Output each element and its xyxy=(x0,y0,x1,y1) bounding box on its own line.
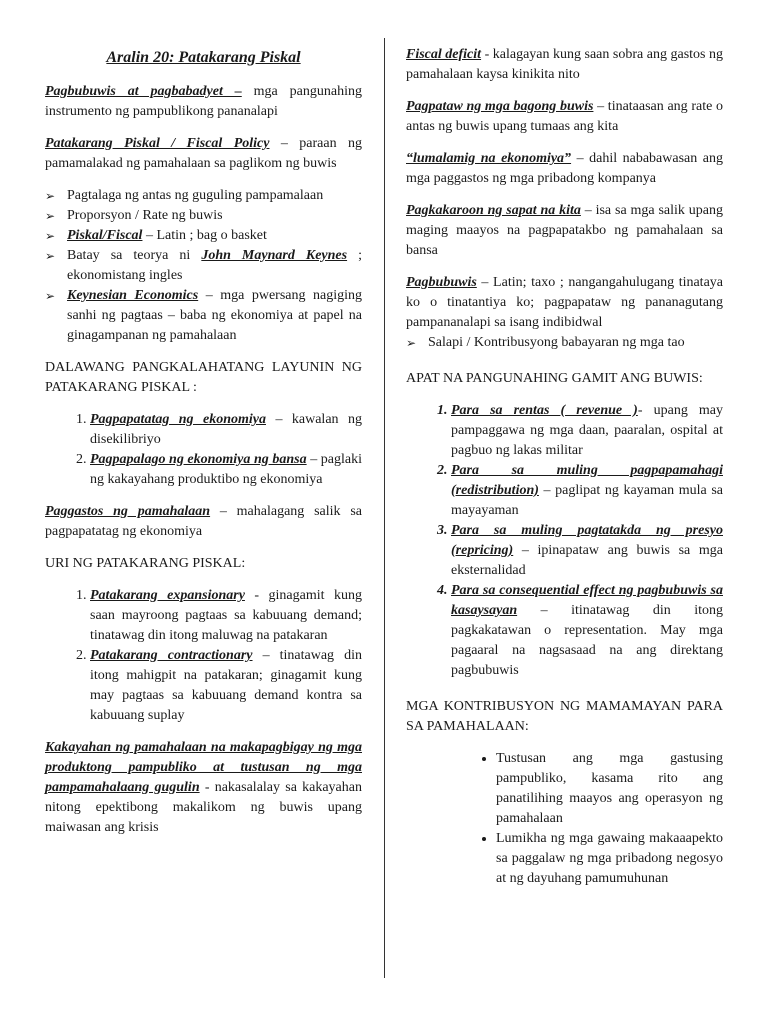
definition-text: mga pangunahing instrumento ng pampublikong pananalapi xyxy=(45,84,362,119)
definition-text: – dahil nababawasan ang mga paggastos ng mga pribadong kompanya xyxy=(406,151,723,186)
item-text: Salapi / Kontribusyong babayaran ng mga tao xyxy=(428,335,685,350)
term: Para sa muling pagtatakda ng presyo (repricing) xyxy=(451,523,723,558)
term: Kakayahan ng pamahalaan na makapagbigay ng mga produktong pampubliko at tustusan ng mga pampamahalaang gugulin xyxy=(45,740,362,795)
item-text: – paglipat ng kayaman mula sa mayayaman xyxy=(451,483,723,518)
term: John Maynard Keynes xyxy=(201,248,348,263)
definition-fiscal-policy xyxy=(45,134,362,174)
gamit-list xyxy=(406,401,723,681)
kontribusyon-list xyxy=(406,749,723,889)
list-item xyxy=(451,521,723,581)
list-item xyxy=(45,286,362,346)
item-text: ; ekonomistang ingles xyxy=(67,248,363,283)
item-text: – paglaki ng kakayahang produktibo ng ekonomiya xyxy=(90,452,362,487)
term: “lumalamig na ekonomiya” xyxy=(406,151,572,166)
item-text: – itinatawag din itong pagkakatawan o representation. May mga pagaaral na nagsasaad na ang direktang pagbubuwis xyxy=(451,603,723,678)
definition-text: – Latin; taxo ; nangangahulugang tinataya ko o tinatantiya ko; pagpapataw ng pananagutang pampananalapi sa isang indibidwal xyxy=(406,275,723,330)
arrow-bullet-icon: ➢ xyxy=(45,249,56,263)
list-item xyxy=(90,410,362,450)
definition-fiscal-deficit xyxy=(406,45,723,85)
term: Para sa muling pagpapamahagi (redistribution) xyxy=(451,463,723,498)
term: Patakarang expansionary xyxy=(90,588,245,603)
arrow-list xyxy=(45,186,362,346)
item-text: – ipinapataw ang buwis sa mga eksternalidad xyxy=(451,543,723,578)
column-divider xyxy=(384,38,385,978)
item-text: Proporsyon / Rate ng buwis xyxy=(67,208,223,223)
definition-text: - nakasalalay sa kakayahan nitong epektibong makalikom ng buwis upang maiwasan ang krisis xyxy=(45,780,362,835)
section-heading-gamit: APAT NA PANGUNAHING GAMIT ANG BUWIS: xyxy=(406,371,703,386)
arrow-bullet-icon: ➢ xyxy=(45,189,56,203)
list-item xyxy=(451,581,723,681)
definition-kakayahan xyxy=(45,738,362,838)
term: Pagpapalago ng ekonomiya ng bansa xyxy=(90,452,307,467)
list-item xyxy=(90,586,362,646)
list-item: • Lumikha ng mga gawaing makaaapekto sa paggalaw ng mga pribadong negosyo at ng dayuhang pamumuhunan xyxy=(496,829,723,889)
list-item xyxy=(451,401,723,461)
term: Pagkakaroon ng sapat na kita xyxy=(406,203,581,218)
term: Keynesian Economics xyxy=(67,288,199,303)
left-column xyxy=(45,44,362,850)
term: Patakarang contractionary xyxy=(90,648,253,663)
term: Fiscal deficit xyxy=(406,47,482,62)
page-title: Aralin 20: Patakarang Piskal xyxy=(106,49,301,66)
term: Para sa consequential effect ng pagbubuwis sa kasaysayan xyxy=(451,583,723,618)
list-item xyxy=(45,206,362,226)
definition-lumalamig xyxy=(406,149,723,189)
item-text: - upang may pampaggawa ng mga daan, paaralan, ospital at pagbuo ng lakas militar xyxy=(451,403,724,458)
term: Patakarang Piskal / Fiscal Policy xyxy=(45,136,270,151)
item-text: Pagtalaga ng antas ng guguling pampamalaan xyxy=(67,188,324,203)
layunin-list xyxy=(45,410,362,490)
item-text: Batay sa teorya ni xyxy=(67,248,202,263)
term: Para sa rentas ( revenue ) xyxy=(451,403,638,418)
definition-pagpataw xyxy=(406,97,723,137)
section-heading-uri: URI NG PATAKARANG PISKAL: xyxy=(45,556,246,571)
definition-pagbubuwis xyxy=(406,273,723,333)
list-item xyxy=(45,226,362,246)
item-text: – tinatawag din itong mahigpit na patakaran; ginagamit kung may pagtaas sa kabuuang demand kontra sa kabuuang suplay xyxy=(90,648,362,723)
term: Pagpataw ng mga bagong buwis xyxy=(406,99,594,114)
list-item xyxy=(90,646,362,726)
item-text: – mga pwersang nagiging sanhi ng pagtaas – baba ng ekonomiya at papel na ginagampanan ng pamahalaan xyxy=(67,288,362,343)
item-text: - ginagamit kung saan mayroong pagtaas sa kabuuang demand; tinatawag din itong maluwag na patakaran xyxy=(90,588,362,643)
uri-list xyxy=(45,586,362,726)
arrow-bullet-icon: ➢ xyxy=(45,229,56,243)
pagbubuwis-sub-list xyxy=(406,333,723,353)
item-text: – Latin ; bag o basket xyxy=(142,228,267,243)
arrow-bullet-icon: ➢ xyxy=(45,209,56,223)
section-heading-layunin: DALAWANG PANGKALAHATANG LAYUNIN NG PATAKARANG PISKAL : xyxy=(45,360,362,395)
list-item xyxy=(406,333,723,353)
list-item xyxy=(451,461,723,521)
term: Pagbubuwis at pagbabadyet – xyxy=(45,84,242,99)
definition-text: – mahalagang salik sa pagpapatatag ng ekonomiya xyxy=(45,504,362,539)
list-item xyxy=(90,450,362,490)
list-item xyxy=(45,186,362,206)
definition-text: – paraan ng pamamalakad ng pamahalaan sa paglikom ng buwis xyxy=(45,136,362,171)
section-heading-kontribusyon: MGA KONTRIBUSYON NG MAMAMAYAN PARA SA PAMAHALAAN: xyxy=(406,699,723,734)
term: Pagbubuwis xyxy=(406,275,477,290)
list-item: • Tustusan ang mga gastusing pampubliko, kasama rito ang panatilihing maayos ang operasyon ng pamahalaan xyxy=(496,749,723,829)
arrow-bullet-icon: ➢ xyxy=(406,336,417,350)
definition-sapat-na-kita xyxy=(406,201,723,261)
item-text: – kawalan ng disekilibriyo xyxy=(90,412,362,447)
term: Pagpapatatag ng ekonomiya xyxy=(90,412,266,427)
term: Paggastos ng pamahalaan xyxy=(45,504,211,519)
definition-text: – isa sa mga salik upang maging maayos na pagpapatakbo ng pamahalaan sa bansa xyxy=(406,203,723,258)
definition-paggastos xyxy=(45,502,362,542)
definition-pagbubuwis-pagbabadyet xyxy=(45,82,362,122)
term: Piskal/Fiscal xyxy=(67,228,143,243)
definition-text: – tinataasan ang rate o antas ng buwis upang tumaas ang kita xyxy=(406,99,724,134)
list-item xyxy=(45,246,363,286)
definition-text: - kalagayan kung saan sobra ang gastos ng pamahalaan kaysa kinikita nito xyxy=(406,47,723,82)
arrow-bullet-icon: ➢ xyxy=(45,289,56,303)
right-column xyxy=(406,45,723,889)
